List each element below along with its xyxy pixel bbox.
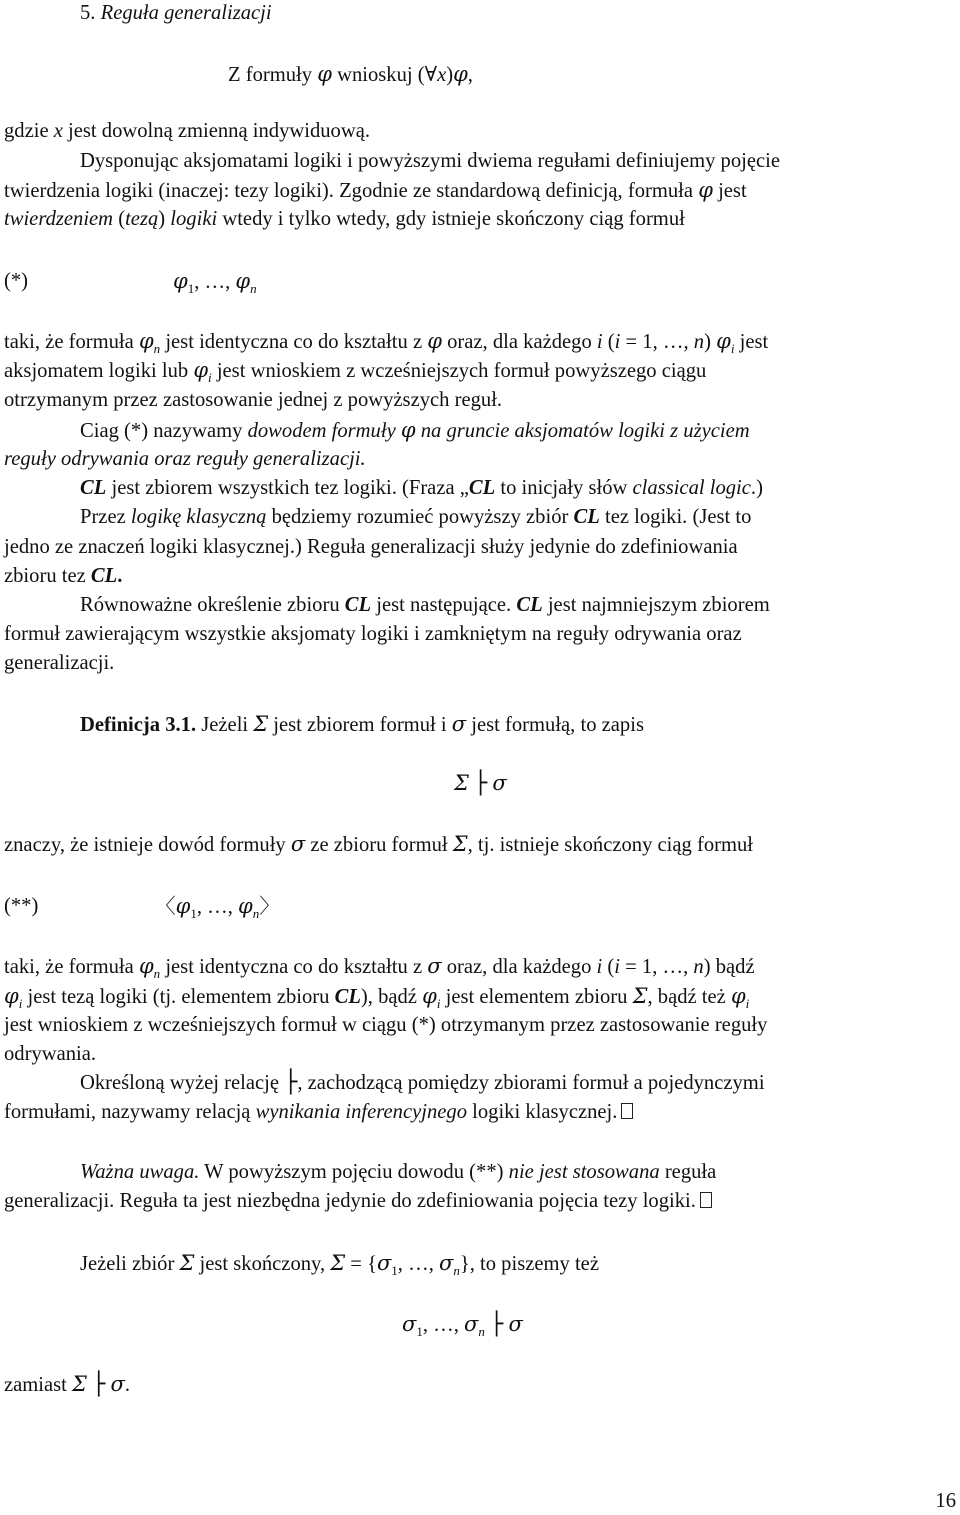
p8-line-4: odrywania. — [4, 1043, 97, 1065]
p7-line-1: znaczy, że istnieje dowód formuły σ ze zbioru formuł Σ, tj. istnieje skończony ciąg formuł — [4, 832, 754, 856]
entailment-formula: Σ ├ σ — [454, 771, 507, 796]
section-heading — [80, 0, 272, 26]
definition-label: Definicja 3.1. — [80, 714, 197, 736]
p5-line-1: Przez logikę klasyczną będziemy rozumieć powyższy zbiór CL tez logiki. (Jest to — [80, 506, 752, 528]
p6-line-2: formuł zawierającym wszystkie aksjomaty logiki i zamkniętym na reguły odrywania oraz — [4, 623, 742, 645]
rule-statement: Z formuły φ wnioskuj (∀x)φ, — [228, 62, 473, 86]
p4-line-1: CL jest zbiorem wszystkich tez logiki. (Fraza „CL to inicjały słów classical logic.) — [80, 477, 763, 499]
p3-line-1: Ciag (*) nazywamy dowodem formuły φ na gruncie aksjomatów logiki z użyciem — [80, 418, 750, 442]
p8-line-3: jest wnioskiem z wcześniejszych formuł w ciągu (*) otrzymanym przez zastosowanie reguły — [4, 1014, 768, 1036]
p10-line-1: Ważna uwaga. W powyższym pojęciu dowodu (**) nie jest stosowana reguła — [80, 1161, 717, 1183]
p11-line-1: Jeżeli zbiór Σ jest skończony, $\Sigma = \{\sigma_1$, …, $\sigma_n$}, to piszemy też — [80, 1251, 599, 1278]
seq2-formula: 〈$\varphi_1$, …, $\varphi_n$〉 — [155, 894, 280, 921]
definition-line: Definicja 3.1. Jeżeli Σ jest zbiorem formuł i σ jest formułą, to zapis — [80, 712, 644, 736]
p1-line-1: gdzie x jest dowolną zmienną indywiduową. — [4, 120, 371, 142]
p9-line-2: formułami, nazywamy relacją wynikania inferencyjnego logiki klasycznej. — [4, 1099, 633, 1125]
end-of-remark-icon — [700, 1192, 712, 1208]
p3-line-2: reguły odrywania oraz reguły generalizacji. — [4, 448, 366, 470]
section-number: 5. — [80, 2, 96, 24]
seq1-label: (*) — [4, 270, 29, 292]
p8-line-2: $\varphi_i$ jest tezą logiki (tj. elementem zbioru CL), bądź $\varphi_i$ jest elementem zbioru Σ, bądź też $\varphi_i$ — [4, 984, 750, 1011]
section-title: Reguła generalizacji — [100, 2, 272, 24]
seq2-label: (**) — [4, 895, 39, 917]
finite-entailment-formula: $\sigma_1$, …, $\sigma_n$ ├ σ — [402, 1312, 523, 1339]
turnstile-symbol: ├ — [474, 771, 488, 796]
p1-line-4: twierdzeniem (tezą) logiki wtedy i tylko wtedy, gdy istnieje skończony ciąg formuł — [4, 208, 685, 230]
end-of-definition-icon — [621, 1103, 633, 1119]
p2-line-2: aksjomatem logiki lub $\varphi_i$ jest wnioskiem z wcześniejszych formuł powyższego ciągu — [4, 358, 707, 385]
p1-line-3: twierdzenia logiki (inaczej: tezy logiki). Zgodnie ze standardową definicją, formuła φ jest — [4, 178, 747, 202]
p6-line-3: generalizacji. — [4, 652, 115, 674]
p2-line-1: taki, że formuła $\varphi_n$ jest identyczna co do kształtu z φ oraz, dla każdego i (i = 1, …, n) $\varphi_i$ jest — [4, 329, 769, 356]
p12-line-1: zamiast Σ ├ σ. — [4, 1372, 130, 1397]
p2-line-3: otrzymanym przez zastosowanie jednej z powyższych reguł. — [4, 389, 503, 411]
p1-line-2: Dysponując aksjomatami logiki i powyższymi dwiema regułami definiujemy pojęcie — [80, 150, 781, 172]
page-number: 16 — [935, 1490, 956, 1512]
p10-line-2: generalizacji. Reguła ta jest niezbędna jedynie do zdefiniowania pojęcia tezy logiki. — [4, 1188, 712, 1214]
p9-line-1: Określoną wyżej relację ├, zachodzącą pomiędzy zbiorami formuł a pojedynczymi — [80, 1070, 765, 1095]
p5-line-3: zbioru tez CL. — [4, 565, 123, 587]
p5-line-2: jedno ze znaczeń logiki klasycznej.) Reguła generalizacji służy jedynie do zdefiniowania — [4, 536, 738, 558]
p6-line-1: Równoważne określenie zbioru CL jest następujące. CL jest najmniejszym zbiorem — [80, 594, 770, 616]
p8-line-1: taki, że formuła $\varphi_n$ jest identyczna co do kształtu z σ oraz, dla każdego i (i = 1, …, n) bądź — [4, 954, 755, 981]
seq1-formula: $\varphi_1$, …, $\varphi_n$ — [173, 269, 257, 296]
